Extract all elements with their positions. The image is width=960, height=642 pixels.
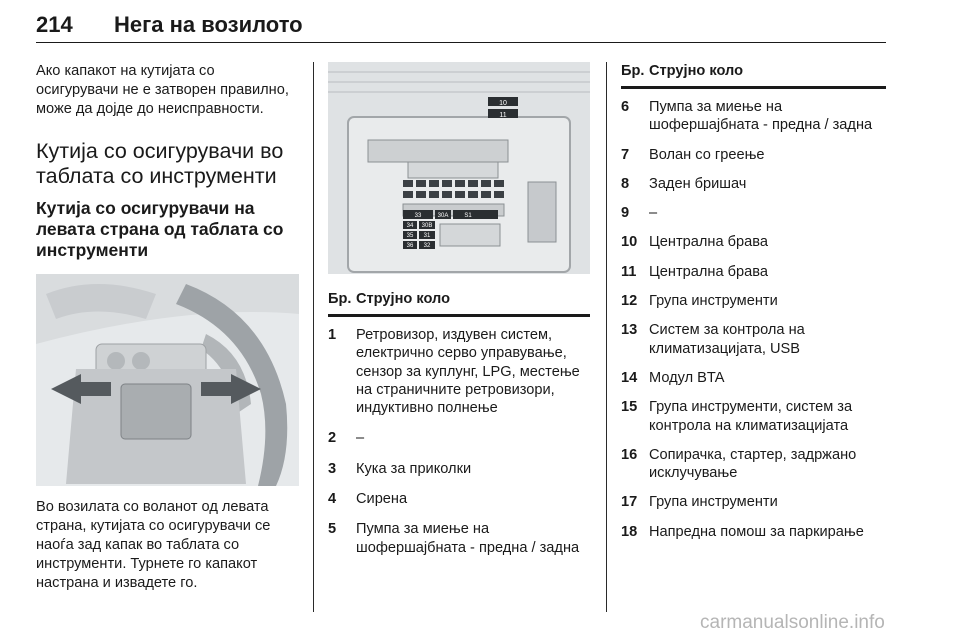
fuse-label: S1 [464,213,472,219]
circuit-description: Група инструменти [649,494,778,511]
circuit-description: Ретровизор, издувен систем, електрично серво управување, сензор за куплунг, LPG, местење на страничните ретровизори, индуктивно полнење [356,327,580,417]
table-row [621,446,886,483]
column-left [36,62,301,592]
circuit-description: Централна брава [649,234,768,251]
column-divider-2 [606,62,607,612]
fuse-label: 33 [414,213,422,219]
circuit-description: Централна брава [649,263,768,280]
table-header [328,290,590,317]
column-circuit-header: Струјно коло [356,291,451,307]
circuit-number: 6 [621,99,630,115]
table-row [621,292,886,310]
table-row [621,233,886,251]
circuit-number: 18 [621,523,638,540]
page-title: Нега на возилото [114,12,303,37]
body-paragraph: Во возилата со воланот од левата страна, кутијата со осигурувачи се наоѓа зад капак во таблата со инструменти. Турнете го капакот настрана и извадете го. [36,499,271,591]
circuit-number: 15 [621,399,638,416]
fuse-label: 35 [406,233,414,239]
circuit-number: 17 [621,494,638,511]
fuse-label: 36 [406,243,414,249]
circuit-description: Пумпа за миење на шофершајбната - предна / задна [649,99,873,134]
table-header [621,62,886,89]
fuse-label: 32 [423,243,431,249]
column-divider-1 [313,62,314,612]
fuse-label: 34 [406,223,414,229]
circuit-description: Кука за приколки [356,460,472,477]
dashboard-photo [36,274,299,486]
circuit-number: 4 [328,491,337,508]
table-row [328,520,590,557]
page-number: 214 [36,12,73,37]
table-row [621,321,886,358]
circuit-number: 13 [621,322,638,339]
table-row [621,493,886,511]
circuit-number: 10 [621,234,638,251]
page-header [36,8,886,43]
circuit-number: 2 [328,430,337,447]
table-row [621,369,886,387]
column-number-header: Бр. [328,291,352,307]
circuit-description: Сопирачка, стартер, задржано исклучување [649,446,857,482]
fuse-label: 30A [437,213,449,219]
column-middle [328,62,590,557]
circuit-description: Пумпа за миење на шофершајбната - предна / задна [356,521,580,556]
circuit-description: Модул BTA [649,369,725,386]
circuit-number: 3 [328,460,337,477]
circuit-description: – [356,430,365,447]
intro-paragraph: Ако капакот на кутијата со осигурувачи не е затворен правилно, може да дојде до неисправности. [36,63,289,117]
table-row [621,175,886,193]
circuit-description: Заден бришач [649,175,747,192]
table-row [621,523,886,541]
table-row [621,398,886,435]
table-row [621,98,886,135]
circuit-description: Група инструменти [649,293,778,310]
fuse-label: 30B [421,223,433,229]
circuit-description: Напредна помош за паркирање [649,523,864,540]
circuit-number: 14 [621,369,638,386]
fusebox-diagram [328,62,590,274]
circuit-number: 5 [328,521,337,538]
section-heading: Кутија со осигурувачи во таблата со инструменти [36,139,284,189]
circuit-description: Група инструменти, систем за контрола на климатизацијата [649,399,853,434]
column-right [621,62,886,541]
circuit-number: 12 [621,293,638,310]
circuit-number: 11 [621,263,637,280]
watermark: carmanualsonline.info [700,612,885,633]
table-row [328,326,590,417]
circuit-number: 1 [328,327,337,343]
column-circuit-header: Струјно коло [649,63,744,79]
table-row [621,204,886,222]
table-row [621,263,886,281]
circuit-number: 7 [621,146,630,163]
circuit-number: 8 [621,175,630,192]
column-number-header: Бр. [621,63,645,79]
table-row [328,490,590,508]
circuit-description: Сирена [356,491,408,508]
circuit-description: Волан со греење [649,146,765,163]
fuse-label: 10 [499,100,507,107]
fuse-label: 31 [423,233,431,239]
circuit-number: 16 [621,446,638,463]
table-row [621,146,886,164]
table-row [328,460,590,478]
table-row [328,429,590,447]
fuse-label: 11 [499,112,507,119]
subsection-heading: Кутија со осигурувачи на левата страна од таблата со инструменти [36,198,284,261]
circuit-description: – [649,205,658,222]
circuit-description: Систем за контрола на климатизацијата, USB [649,322,805,357]
circuit-number: 9 [621,205,630,222]
